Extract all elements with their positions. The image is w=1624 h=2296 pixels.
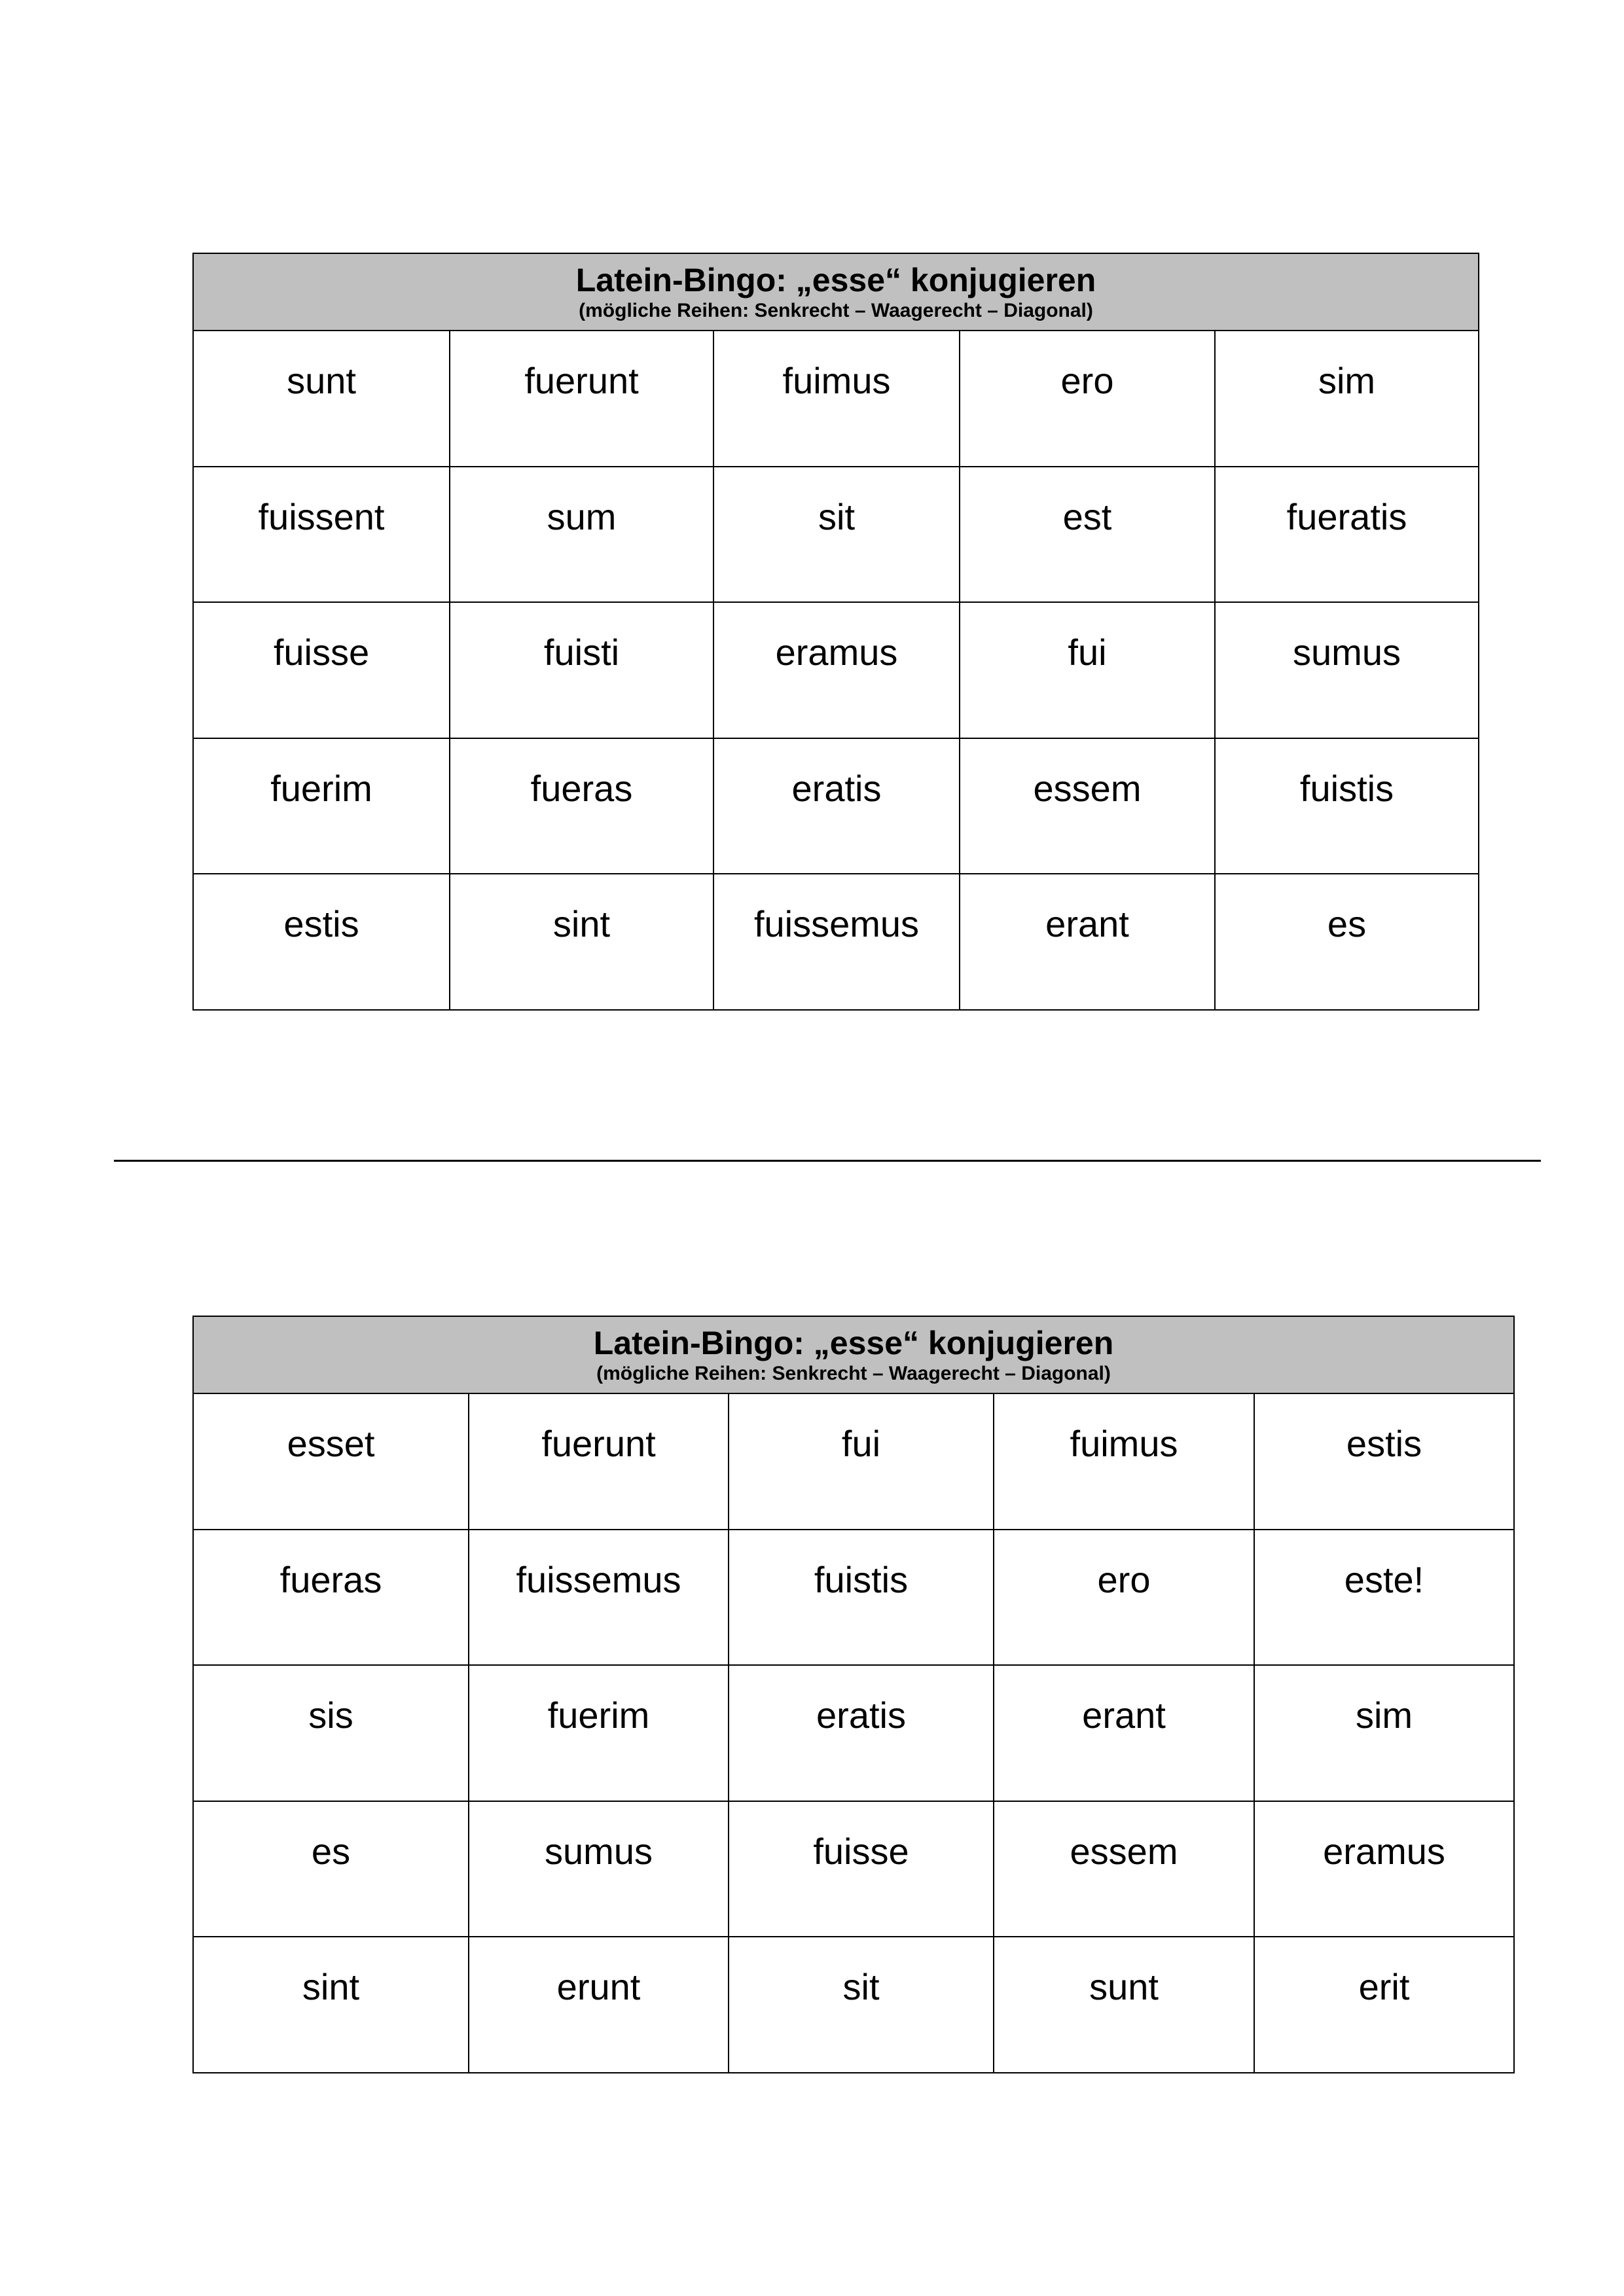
bingo-cell[interactable]: erunt [469,1937,729,2073]
bingo-cell[interactable]: fuerunt [469,1394,729,1530]
bingo-cell[interactable]: fuissemus [469,1530,729,1666]
bingo-cell[interactable]: fuerunt [450,331,714,467]
bingo-cell[interactable]: erant [994,1666,1255,1802]
bingo-cell[interactable]: eramus [1255,1802,1513,1938]
bingo-cell[interactable]: sunt [194,331,450,467]
bingo-cell[interactable]: fuissent [194,467,450,603]
bingo-cell[interactable]: sum [450,467,714,603]
bingo-cell[interactable]: fui [729,1394,994,1530]
bingo-cell[interactable]: eramus [714,603,960,739]
card-header [194,1317,1513,1394]
bingo-cell[interactable]: estis [1255,1394,1513,1530]
bingo-cell[interactable]: sis [194,1666,469,1802]
bingo-cell[interactable]: sit [714,467,960,603]
bingo-cell[interactable]: ero [960,331,1216,467]
bingo-cell[interactable]: est [960,467,1216,603]
bingo-cell[interactable]: eratis [729,1666,994,1802]
bingo-cell[interactable]: es [1327,903,1367,945]
bingo-cell[interactable]: sint [450,874,714,1011]
bingo-cell[interactable]: sim [1255,1666,1513,1802]
bingo-cell[interactable]: fuistis [1216,739,1478,875]
bingo-cell[interactable]: estis [194,874,450,1011]
bingo-grid [194,1394,1513,2073]
bingo-cell[interactable]: esset [194,1394,469,1530]
bingo-cell[interactable]: fui [960,603,1216,739]
card-title: Latein-Bingo: „esse“ konjugieren [593,1325,1114,1361]
bingo-cell[interactable]: fuistis [729,1530,994,1666]
bingo-cell[interactable]: sumus [469,1802,729,1938]
card-subtitle: (mögliche Reihen: Senkrecht – Waagerecht – Diagonal) [596,1363,1111,1384]
bingo-card-1 [192,253,1479,1011]
bingo-cell[interactable]: fuerim [194,739,450,875]
card-subtitle: (mögliche Reihen: Senkrecht – Waagerecht – Diagonal) [579,300,1093,321]
bingo-card-2 [192,1316,1515,2073]
bingo-cell[interactable]: fuisse [194,603,450,739]
bingo-cell[interactable]: fueras [450,739,714,875]
bingo-cell[interactable]: sumus [1216,603,1478,739]
bingo-cell[interactable]: fuisti [450,603,714,739]
bingo-cell[interactable]: erit [1358,1966,1410,2008]
card-header [194,254,1478,331]
bingo-cell[interactable]: es [194,1802,469,1938]
cut-line-separator [114,1160,1541,1162]
bingo-cell[interactable]: fuisse [729,1802,994,1938]
bingo-cell[interactable]: ero [994,1530,1255,1666]
bingo-cell[interactable]: este! [1255,1530,1513,1666]
bingo-cell[interactable]: sunt [994,1937,1255,2073]
bingo-cell[interactable]: fuimus [714,331,960,467]
bingo-cell[interactable]: essem [994,1802,1255,1938]
bingo-cell[interactable]: fueras [194,1530,469,1666]
bingo-cell[interactable]: erant [960,874,1216,1011]
bingo-cell[interactable]: sim [1216,331,1478,467]
bingo-cell[interactable]: sit [729,1937,994,2073]
bingo-cell[interactable]: fuissemus [714,874,960,1011]
bingo-cell[interactable]: fuerim [469,1666,729,1802]
bingo-cell[interactable]: essem [960,739,1216,875]
bingo-cell[interactable]: fuimus [994,1394,1255,1530]
bingo-cell[interactable]: sint [194,1937,469,2073]
card-title: Latein-Bingo: „esse“ konjugieren [575,262,1096,298]
bingo-cell[interactable]: fueratis [1216,467,1478,603]
bingo-grid [194,331,1478,1011]
bingo-cell[interactable]: eratis [714,739,960,875]
